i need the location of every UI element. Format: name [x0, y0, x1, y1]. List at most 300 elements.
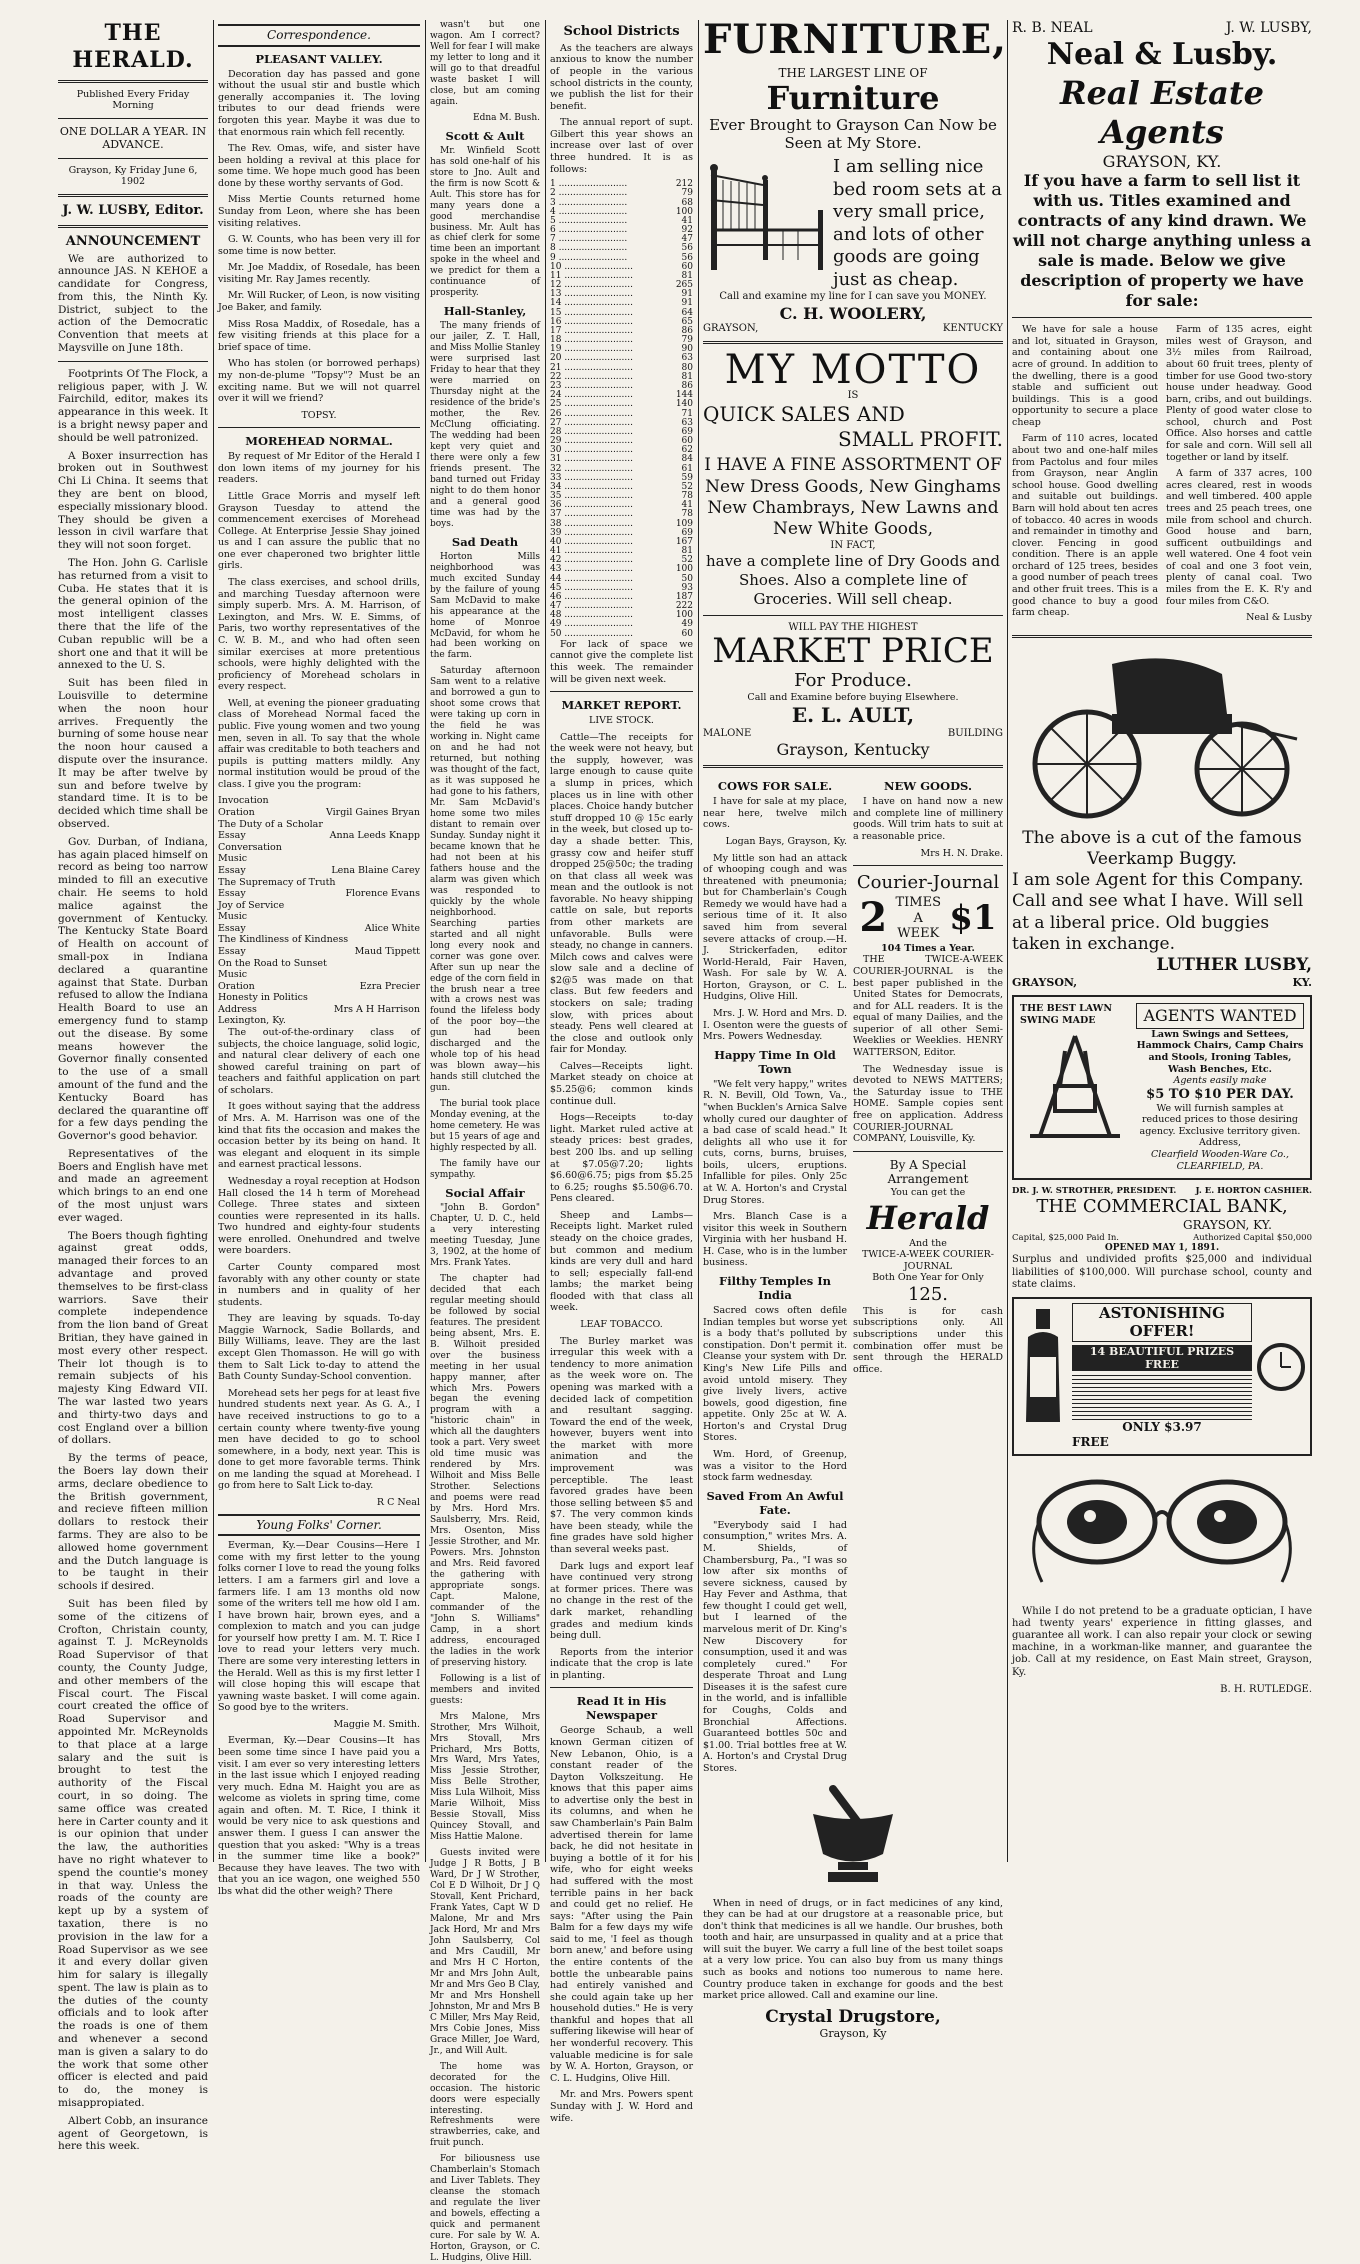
editorial-paragraph: Suit has been filed by some of the citizens of Crofton, Christain county, against T. J. McReynolds Road Supervisor of that county, the County Judge, and other members of the Fiscal court. The Fiscal court created the office of Road Supervisor and appointed Mr. McReynolds to that place at a large salary and the suit is brought to test the authority of the Fiscal court, in so doing. The same office was created here in Carter county and it is our opinion that under the law, the authorities have no right whatever to spend the countie's money in that way. Unless the roads of the county are kept up by a system of taxation, there is no provision in the law for a Road Supervisor as we see it and every dollar given him for salary is illegally spent. The law is plain as to the duties of the county officials and to look after the roads is one of them and whenever a second man is given a salary to do the work that some other officer is elected and paid to do, the money is misappropiated. [58, 1597, 208, 2110]
district-count: 60 [681, 628, 693, 639]
notice-text: Sacred cows often defile Indian temples but worse yet is a body that's polluted by constipation. Don't permit it. Cleanse your system with Dr. King's New Life Pills and avoid untold misery. They give lively livers, active bowels, good digestion, fine appetite. Only 25c at W. A. Horton's and Crystal Drug Stores. [703, 1305, 847, 1444]
ads-left-subcolumn [703, 774, 847, 1779]
article-heading: Sad Death [451, 534, 519, 549]
column-6 [1012, 20, 1312, 1862]
district-count: 86 [681, 325, 693, 336]
district-number: 50 ........................ [550, 628, 633, 639]
district-count: 100 [675, 564, 693, 575]
news-paragraph: Edna M. Bush. [473, 112, 540, 123]
district-count: 78 [681, 491, 693, 502]
news-paragraph: Mr. Winfield Scott has sold one-half of his store to Jno. Ault and the firm is now Scott & Ault. This store has for many years done a good merchandise business. Mr. Ault has as chief clerk for some time been an important spoke in the wheel and we predict for them a continuance of prosperity. [430, 145, 540, 299]
market-building: BUILDING [947, 727, 1003, 739]
subscription-price: ONE DOLLAR A YEAR. IN ADVANCE. [59, 124, 207, 152]
arrangement-heading: By A Special Arrangement [887, 1157, 969, 1187]
market-city: Grayson, Kentucky [776, 739, 930, 759]
program-speaker: Maud Tippett [354, 945, 420, 957]
furniture-heading: FURNITURE, [703, 16, 1008, 63]
program-part: The Kindliness of Kindness [218, 934, 349, 946]
news-paragraph: "John B. Gordon" Chapter, U. D. C., held a very interesting meeting Tuesday, June 3, 1902, at the home of Mrs. Frank Yates. [430, 1203, 540, 1268]
district-number: 3 ........................ [550, 197, 628, 208]
market-paragraph: Sheep and Lambs—Receipts light. Market ruled steady on the choice grades, but common and medium kinds are very dull and hard to sell; especially fall-end lambs; the market being flooded with that class all week. [550, 1209, 693, 1314]
district-count: 81 [681, 270, 693, 281]
notice-text: Mrs. Blanch Case is a visitor this week in Southern Virginia with her husband H. H. Case, who is in the lumber business. [703, 1211, 847, 1269]
program-part: Essay [218, 888, 246, 900]
district-count: 60 [681, 436, 693, 447]
ads-right-subcolumn [853, 774, 1003, 1779]
program-item [218, 819, 420, 831]
news-paragraph: They are leaving by squads. To-day Maggie Warnock, Sadie Bollards, and Billy Williams, leave. They are the last except Glen Thomasson. He will go with them to Salt Lick to-day to attend the Bath County Sunday-School convention. [218, 1313, 420, 1383]
district-number: 7 ........................ [550, 234, 628, 245]
program-part: Music [218, 853, 248, 865]
district-number: 23 ........................ [550, 381, 633, 391]
market-price-heading: MARKET PRICE [712, 630, 994, 671]
program-part: The Duty of a Scholar [218, 818, 323, 830]
column-rule [1007, 20, 1008, 1862]
article-heading: Scott & Ault [445, 128, 525, 143]
district-count: 60 [681, 261, 693, 272]
news-paragraph: Mrs Malone, Mrs Strother, Mrs Wilhoit, Mrs Stovall, Mrs Prichard, Mrs Botts, Mrs Ward, Mrs Yates, Miss Jessie Strother, Miss Belle Strother, Miss Lula Wilhoit, Miss Marie Wilhoit, Miss Bessie Stovall, Miss Quincey Stovall, and Miss Hattie Malone. [430, 1711, 540, 1843]
program-item [218, 946, 420, 958]
column-rule [213, 20, 214, 1862]
market-paragraph: Reports from the interior indicate that the crop is late in planting. [550, 1646, 693, 1681]
district-number: 28 ........................ [550, 426, 633, 437]
offer-free: FREE [1072, 1434, 1109, 1449]
district-number: 41 ........................ [550, 546, 633, 557]
program-part: Lexington, Ky. [218, 1015, 286, 1027]
agents-company: Clearfield Wooden-Ware Co., CLEARFIELD, PA. [1151, 1148, 1289, 1172]
program-part: Essay [218, 945, 246, 957]
market-produce: For Produce. [794, 669, 912, 691]
district-number: 49 ........................ [550, 619, 633, 630]
program-part: Oration [218, 807, 255, 819]
bank-president: DR. J. W. STROTHER, PRESIDENT. [1012, 1186, 1177, 1197]
program-item [218, 958, 420, 970]
lawn-swing-icon [1020, 1031, 1130, 1141]
district-count: 47 [681, 234, 693, 245]
article-heading: Social Affair [445, 1185, 525, 1200]
commencement-program [218, 795, 420, 1027]
school-districts-heading: School Districts [563, 24, 680, 39]
district-count: 68 [681, 197, 693, 208]
district-count: 61 [681, 463, 693, 474]
district-number: 34 ........................ [550, 481, 633, 492]
arrangement-twice: TWICE-A-WEEK COURIER-JOURNAL [861, 1249, 994, 1272]
district-count: 92 [681, 225, 693, 236]
arrangement-herald: Herald [866, 1198, 990, 1237]
young-folks-heading: Young Folks' Corner. [218, 1514, 420, 1537]
news-paragraph: Wednesday a royal reception at Hodson Hall closed the 14 h term of Morehead College. Three states and sixteen counties were represented in its halls. Two hundred and eighty-four students were enrolled. Onehundred and twelve were boarders. [218, 1175, 420, 1257]
district-number: 14 ........................ [550, 298, 633, 309]
program-speaker: Lena Blaine Carey [331, 864, 420, 876]
column-3 [430, 20, 540, 2264]
district-number: 16 ........................ [550, 316, 633, 327]
announcement-heading: ANNOUNCEMENT [65, 233, 201, 249]
district-count: 52 [681, 555, 693, 566]
partner-name: J. W. LUSBY, [1225, 20, 1312, 36]
program-item [218, 934, 420, 946]
bank-name: THE COMMERCIAL BANK, [1036, 1196, 1288, 1218]
signature: Mrs H. N. Drake. [920, 847, 1003, 859]
district-number: 20 ........................ [550, 353, 633, 364]
news-paragraph: The out-of-the-ordinary class of subjects, the choice language, solid logic, and natural clear delivery of each one showed careful training on part of teachers and faithful application on part of scholars. [218, 1027, 420, 1096]
program-speaker: Anna Leeds Knapp [329, 830, 420, 842]
editorial-paragraph: Representatives of the Boers and English have met and made an agreement which brings to an end one of the most unjust wars ever waged. [58, 1147, 208, 1224]
district-number: 44 ........................ [550, 573, 633, 584]
letter-paragraph: Everman, Ky.—Dear Cousins—Here I come with my first letter to the young folks corner I love to read the young folks letters. I am a farmers girl and love a farmers life. I am 13 months old now some of the writers tell me how old I am. I have brown hair, brown eyes, and a complexion to match and you can judge for yourself how pretty I am. M. T. Rice I love to read your letters very much. There are some very interesting letters in the Herald. Well as this is my first letter I will close hoping this will escape that yawning waste basket. I will come again. So good bye to the writers. [218, 1540, 420, 1714]
program-part: Invocation [218, 795, 269, 807]
news-paragraph: Carter County compared most favorably with any other county or state in numbers and in quality of her students. [218, 1262, 420, 1308]
district-number: 29 ........................ [550, 436, 633, 447]
district-number: 10 ........................ [550, 261, 633, 272]
program-part: Conversation [218, 841, 282, 853]
news-paragraph: The burial took place Monday evening, at the home cemetery. He was but 15 years of age and highly respected by all. [430, 1099, 540, 1154]
dateline: Grayson, Ky Friday June 6, 1902 [68, 164, 198, 188]
news-paragraph: Decoration day has passed and gone without the usual stir and bustle which generally accompanies it. The loving tributes to our dead friends were forgoten this year. Maybe it was due to that enormous rain which fell recently. [218, 68, 420, 138]
district-number: 4 ........................ [550, 206, 628, 217]
editorial-paragraph: The Hon. John G. Carlisle has returned from a visit to Cuba. He states that it is the general opinion of the most intelligent classes there that the life of the Cuban republic will be a short one and that it will be annexed to the U. S. [58, 557, 208, 672]
district-count: 187 [675, 591, 693, 602]
market-call: Call and Examine before buying Elsewhere. [747, 691, 959, 703]
program-item [218, 877, 420, 889]
article-heading: Filthy Temples In India [719, 1274, 831, 1303]
district-number: 46 ........................ [550, 591, 633, 602]
notice-text: "Everybody said I had consumption," writes Mrs. A. M. Shields, of Chambersburg, Pa., "I was so low after six months of severe sickness, caused by Hay Fever and Asthma, that few thought I could get well, but I learned of the marvelous merit of Dr. King's New Discovery for consumption, used it and was completely cured." For desperate Throat and Lung Diseases it is the safest cure in the world, and is infallible for Coughs, Colds and Bronchial Affections. Guaranteed bottles 50c and $1.00. Trial bottles free at W. A. Horton's and Crystal Drug Stores. [703, 1519, 847, 1774]
agents-body: We will furnish samples at reduced prices to those desiring agency. Exclusive territory given. Address, [1139, 1102, 1301, 1149]
article-heading: Saved From An Awful Fate. [706, 1488, 844, 1517]
news-paragraph: By request of Mr Editor of the Herald I don lown items of my journey for his readers. [218, 451, 420, 486]
pleasant-valley-heading: PLEASANT VALLEY. [255, 51, 383, 66]
column-1 [58, 20, 208, 2153]
news-paragraph: The family have our sympathy. [430, 1159, 540, 1181]
district-count: 212 [675, 179, 693, 190]
market-subheading: LEAF TOBACCO. [580, 1319, 663, 1331]
district-number: 33 ........................ [550, 472, 633, 483]
market-paragraph: The Burley market was irregular this week with a tendency to more animation as the week wore on. The opening was marked with a decided lack of competition and resultant sagging. Toward the end of the week, however, buyers went into the market with more animation and the improvement was perceptible. The least favored grades have been those selling between $5 and $7. The very common kinds have been steady, while the fine grades have sold higher than several weeks past. [550, 1335, 693, 1556]
bed-illustration-icon [703, 160, 833, 280]
notice-text: Mrs. J. W. Hord and Mrs. D. I. Osenton were the guests of Mrs. Powers Wednesday. [703, 1008, 847, 1043]
column-4 [550, 20, 693, 2124]
district-number: 32 ........................ [550, 463, 633, 474]
district-number: 47 ........................ [550, 601, 633, 612]
program-part: Music [218, 911, 248, 923]
district-number: 37 ........................ [550, 509, 633, 520]
school-districts-table [550, 180, 693, 639]
courier-price: $1 [949, 897, 997, 938]
district-count: 90 [681, 344, 693, 355]
district-count: 69 [681, 426, 693, 437]
district-number: 5 ........................ [550, 215, 628, 226]
news-paragraph: Horton Mills neighborhood was much excited Sunday by the failure of young Sam McDavid to make his appearance at the home of Monroe McDavid, for whom he had been working on the farm. [430, 551, 540, 661]
district-count: 86 [681, 381, 693, 391]
notice-text: "We felt very happy," writes R. N. Bevill, Old Town, Va., "when Bucklen's Arnica Salve wholly cured our daughter of a bad case of scald head." It delights all who use it for cuts, corns, burns, bruises, boils, ulcers, eruptions. Infallible for piles. Only 25c at W. A. Horton's and Crystal Drug Stores. [703, 1078, 847, 1206]
program-item [218, 1015, 420, 1027]
district-count: 81 [681, 546, 693, 557]
news-paragraph: Mr. Joe Maddix, of Rosedale, has been visiting Mr. Ray James recently. [218, 262, 420, 285]
district-count: 62 [681, 445, 693, 456]
bottle-icon [1018, 1307, 1068, 1427]
district-count: 100 [675, 206, 693, 217]
agents-list: Lawn Swings and Settees, Hammock Chairs, Camp Chairs and Stools, Ironing Tables, Wash Benches, Etc. [1136, 1028, 1304, 1075]
news-paragraph: It goes without saying that the address of Mrs. A. M. Harrison was one of the kind that fits the occasion and makes the occasion better by its being on hand. It was elegant and eloquent in its simple and earnest practical lessons. [218, 1101, 420, 1171]
announcement-text: We are authorized to announce JAS. N KEHOE a candidate for Congress, from this, the Ninth Ky. District, subject to the action of the Democratic Convention that meets at Maysville on June 18th. [58, 252, 208, 355]
program-speaker: Ezra Precier [359, 980, 420, 992]
district-count: 93 [681, 582, 693, 593]
bank-cashier: J. E. HORTON CASHIER. [1195, 1186, 1312, 1197]
program-part: Essay [218, 922, 246, 934]
district-count: 109 [675, 518, 693, 529]
district-count: 167 [675, 536, 693, 547]
mortar-pestle-icon [793, 1784, 913, 1894]
arrangement-and: And the [909, 1237, 947, 1249]
published-line: Published Every Friday Morning [76, 88, 190, 112]
arrangement-both: Both One Year for Only [872, 1272, 984, 1284]
news-paragraph: For biliousness use Chamberlain's Stomach and Liver Tablets. They cleanse the stomach and regulate the liver and bowels, effecting a quick and permanent cure. For sale by W. A. Horton, Grayson, or C. L. Hudgins, Olive Hill. [430, 2154, 540, 2264]
program-speaker: Virgil Gaines Bryan [325, 807, 420, 819]
district-number: 9 ........................ [550, 252, 628, 263]
column-rule [545, 20, 546, 1862]
program-part: Joy of Service [218, 899, 285, 911]
program-speaker: Alice White [364, 922, 420, 934]
offer-price: ONLY $3.97 [1122, 1420, 1202, 1435]
article-heading: Happy Time In Old Town [714, 1047, 836, 1076]
cows-heading: COWS FOR SALE. [717, 779, 833, 794]
bank-capital: Capital, $25,000 Paid In. [1012, 1233, 1119, 1244]
district-count: 91 [681, 298, 693, 309]
district-count: 140 [675, 399, 693, 410]
partner-name: R. B. NEAL [1012, 20, 1093, 36]
notice-text: The Wednesday issue is devoted to NEWS MATTERS; the Saturday issue to THE HOME. Sample copies sent free on application. Address COURIER-JOURNAL COMPANY, Louisville, Ky. [853, 1063, 1003, 1145]
market-paragraph: Cattle—The receipts for the week were not heavy, but the supply, however, was large enough to cause quite a slump in prices, which places us in line with other places. Choice handy butcher stuff dropped 10 @ 15c early in the week, but closed up to-day a shade better. This, grassy cow and heifer stuff dropped 25@50c; the trading on that class all week was mean and the outlook is not favorable. No heavy shipping cattle on sale, but reports from other markets are unfavorable. Bulls were steady, no change in canners. Milch cows and calves were slow sale and a decline of $2@5 was made on that class. But few feeders and stockers on sale; trading slow, with prices about steady. Pens well cleared at the close and outlook only fair for Monday. [550, 731, 693, 1056]
furniture-big: Furniture [766, 78, 940, 117]
district-number: 19 ........................ [550, 344, 633, 355]
program-part: Essay [218, 864, 246, 876]
district-number: 18 ........................ [550, 335, 633, 346]
signature: Maggie M. Smith. [333, 1718, 420, 1730]
courier-times: TIMES A WEEK [895, 894, 941, 942]
news-paragraph: Morehead sets her pegs for at least five hundred students next year. As G. A., I have received instructions to go to a certain county where twenty-five young men have decided to go to school somewhere, in a body, next year. This is done to get more favorable terms. Think on me landing the squad at Morehead. I go from here to Salt Lick to-day. [218, 1387, 420, 1492]
program-item [218, 992, 420, 1004]
spectacles-icon [1022, 1462, 1302, 1602]
program-item [218, 865, 420, 877]
district-number: 1 ........................ [550, 179, 628, 190]
district-count: 41 [681, 500, 693, 511]
district-number: 12 ........................ [550, 280, 633, 291]
district-count: 80 [681, 362, 693, 373]
notice-text: This is for cash subscriptions only. All subscriptions under this combination offer must be sent through the HERALD office. [853, 1305, 1003, 1375]
program-part: On the Road to Sunset [218, 957, 327, 969]
program-item [218, 969, 420, 981]
notice-text: I have for sale at my place, near here, twelve milch cows. [703, 796, 847, 831]
news-paragraph: George Schaub, a well known German citizen of New Lebanon, Ohio, is a constant reader of the Dayton Volkszeitung. He knows that this paper aims to advertise only the best in its columns, and when he saw Chamberlain's Pain Balm advertised therein for lame back, he did not hesitate in buying a bottle of it for his wife, who for eight weeks had suffered with the most terrible pains in her back and could get no relief. He says: "After using the Pain Balm for a few days my wife said to me, 'I feel as though born anew,' and before using the entire contents of the bottle the unbearable pains had entirely vanished and she could again take up her household duties." He is very thankful and hopes that all suffering likewise will hear of her wonderful recovery. This valuable medicine is for sale by W. A. Horton, Grayson, or C. L. Hudgins, Olive Hill. [550, 1725, 693, 2084]
program-item [218, 795, 420, 807]
editorial-paragraph: Footprints Of The Flock, a religious paper, with J. W. Fairchild, editor, makes its appearance in this week. It is a bright newsy paper and should be well patronized. [58, 367, 208, 444]
furniture-merchant: C. H. WOOLERY, [779, 303, 927, 323]
district-number: 48 ........................ [550, 610, 633, 621]
market-malone: MALONE [703, 727, 752, 739]
notice-text: THE TWICE-A-WEEK COURIER-JOURNAL is the best paper published in the United States for Democrats, and for ALL readers. It is the equal of many Dailies, and the superior of all other Semi-Weeklies or Weeklies. HENRY WATTERSON, Editor. [853, 954, 1003, 1059]
editor-line: J. W. LUSBY, Editor. [62, 202, 204, 218]
buggy-caption: The above is a cut of the famous Veerkamp Buggy. [1022, 827, 1302, 869]
news-paragraph: The home was decorated for the occasion. The historic doors were especially interesting. Refreshments were strawberries, cake, and fruit punch. [430, 2061, 540, 2149]
editorial-paragraph: Suit has been filed in Louisville to determine when the noon hour arrives. Frequently the burning of some house near the noon hour caused a dispute over the insurance. It may be after twelve by sun and before twelve by standard time. It is to be decided which time shall be observed. [58, 677, 208, 830]
news-paragraph: Miss Mertie Counts returned home Sunday from Leon, where she has been visiting relatives. [218, 194, 420, 229]
program-part: Oration [218, 980, 255, 992]
program-item [218, 981, 420, 993]
district-number: 43 ........................ [550, 564, 633, 575]
letter-paragraph: Everman, Ky.—Dear Cousins—It has been some time since I have paid you a visit. I am ever so very interesting letters in the last issue which I enjoyed reading very much. Edna M. Haight you are as welcome as violets in spring time, come again and often. M. T. Rice, I think it would be very nice to ask questions and answer them. I guess I can answer the question that you asked: "Why is a treas in the summer time like a book?" Because they have leaves. The two with that you an ice wagon, one weighed 550 lbs what did the other weigh? There [218, 1735, 420, 1897]
article-heading: Read It in His Newspaper [576, 1694, 667, 1723]
motto-heading: MY MOTTO [724, 347, 982, 394]
district-count: 81 [681, 371, 693, 382]
district-count: 63 [681, 417, 693, 428]
district-count: 79 [681, 335, 693, 346]
district-number: 45 ........................ [550, 582, 633, 593]
column-rule [698, 20, 699, 1862]
real-estate-heading: Real Estate Agents [1059, 73, 1265, 151]
district-count: 100 [675, 610, 693, 621]
drugstore-name: Crystal Drugstore, [765, 2006, 941, 2027]
property-listing: Farm of 135 acres, eight miles west of Grayson, and 3½ miles from Railroad, about 60 fruit trees, plenty of timber for use Good two-story house under headway. Good barn, cribs, and out buildings. Plenty of good water close to school, church and Post Office. Also horses and cattle for sale and corn. Will sell all together or land by itself. [1166, 324, 1312, 463]
bank-city: GRAYSON, KY. [1183, 1218, 1272, 1233]
news-paragraph: Mr. Will Rucker, of Leon, is now visiting Joe Baker, and family. [218, 290, 420, 314]
program-speaker: Florence Evans [345, 888, 420, 900]
motto-infact: IN FACT, [830, 540, 876, 552]
notice-text: Wm. Hord, of Greenup, was a visitor to the Hord stock farm wednesday. [703, 1449, 847, 1484]
program-item [218, 807, 420, 819]
news-paragraph: Following is a list of members and invited guests: [430, 1673, 540, 1706]
program-part: Honesty in Politics [218, 992, 308, 1004]
district-count: 52 [681, 481, 693, 492]
market-paragraph: Calves—Receipts light. Market steady on choice at $5.25@6; common kinds continue dull. [550, 1060, 693, 1107]
district-number: 40 ........................ [550, 536, 633, 547]
offer-heading: ASTONISHING OFFER! [1072, 1303, 1252, 1342]
clock-icon [1256, 1307, 1306, 1427]
market-subheading: LIVE STOCK. [589, 715, 654, 727]
masthead: THE HERALD. [72, 20, 194, 73]
program-item [218, 830, 420, 842]
firm-pitch: If you have a farm to sell list it with us. Titles examined and contracts of any kind drawn. We will not charge anything unless a sale is made. Below we give description of property we have for sale: [1012, 171, 1312, 311]
editorial-paragraph: Albert Cobb, an insurance agent of Georgetown, is here this week. [58, 2114, 208, 2153]
program-part: Address [218, 1003, 257, 1015]
program-item [218, 900, 420, 912]
news-paragraph: Miss Rosa Maddix, of Rosedale, has a few visiting friends at this place for a brief space of time. [218, 318, 420, 353]
firm-name: Neal & Lusby. [1046, 37, 1278, 73]
editorial-paragraph: The Boers though fighting against great odds, managed their forces to an advantage and proved themselves to be first-class warriors. Save their complete independence from the lion band of Great Britian, they have gained in most every other respect. Their lot though is to remain subjects of his majesty King Edward VII. The war lasted two years and thirty-two days and cost England over a billion of dollars. [58, 1229, 208, 1447]
furniture-state: KENTUCKY [942, 323, 1003, 335]
courier-journal-name: Courier-Journal [856, 872, 1000, 894]
table-row [550, 630, 693, 639]
program-item [218, 842, 420, 854]
news-paragraph: The chapter had decided that each regular meeting should be followed by social features. The president being absent, Mrs. E. B. Wilhoit presided over the business meeting in her usual happy manner, after which Mrs. Powers began the evening program with a "historic chain" in which all the daughters took a part. Very sweet old time music was rendered by Mrs. Wilhoit and Miss Belle Strother. Selections and poems were read by Mrs. Hord Mrs. Saulsberry, Mrs. Reid, Mrs. Osenton, Miss Jessie Strother, and Mr. Powers. Mrs. Johnston and Mrs. Reid favored the gathering with appropriate songs. Capt. Malone, commander of the "John S. Williams" Camp, in a short address, encouraged the ladies in the work of preserving history. [430, 1273, 540, 1668]
district-number: 39 ........................ [550, 527, 633, 538]
editorial-paragraph: By the terms of peace, the Boers lay down their arms, declare obedience to the British government, and recieve fifteen million dollars to restock their farms. They are also to be allowed home government and the Dutch language is to be taught in their schools if desired. [58, 1452, 208, 1593]
offer-fineprint [1072, 1374, 1252, 1420]
district-count: 79 [681, 188, 693, 199]
district-number: 25 ........................ [550, 399, 633, 410]
buggy-city: GRAYSON, [1012, 975, 1078, 989]
news-paragraph: The Rev. Omas, wife, and sister have been holding a revival at this place for some time. We hope much good has been done by these worthy servants of God. [218, 143, 420, 189]
furniture-selling: I am selling nice bed room sets at a very small price, and lots of other goods are going just as cheap. [833, 156, 1002, 290]
column-rule [425, 20, 426, 1862]
news-paragraph: The class exercises, and school drills, and marching Tuesday afternoon were simply superb. Mrs. A. M. Harrison, of Lexington, and Mrs. W. E. Simms, of Paris, two worthy representatives of the C. W. B. M., and who had often seen similar exercises at more pretentious schools, were highly delighted with the proficiency of Morehead scholars in every respect. [218, 577, 420, 693]
district-number: 24 ........................ [550, 390, 633, 401]
signature: B. H. RUTLEDGE. [1220, 1683, 1312, 1695]
drugstore-city: Grayson, Ky [819, 2027, 887, 2041]
district-count: 222 [675, 601, 693, 612]
editorial-paragraph: A Boxer insurrection has broken out in Southwest Chi Li China. It seems that they are bent on blood, especially missionary blood. They should be given a lesson in civil warfare that they will not soon forget. [58, 449, 208, 552]
bank-opened: OPENED MAY 1, 1891. [1104, 1243, 1220, 1254]
morehead-normal-heading: MOREHEAD NORMAL. [245, 434, 393, 449]
news-paragraph: Mr. and Mrs. Powers spent Sunday with J. W. Hord and wife. [550, 2089, 693, 2124]
agents-week: Agents easily make [1173, 1075, 1267, 1087]
district-count: 63 [681, 353, 693, 364]
motto-line: SMALL PROFIT. [838, 426, 1003, 451]
district-count: 69 [681, 527, 693, 538]
district-number: 31 ........................ [550, 454, 633, 465]
buggy-illustration-icon [1022, 644, 1302, 824]
agents-money: $5 TO $10 PER DAY. [1146, 1086, 1294, 1102]
program-item [218, 853, 420, 865]
news-paragraph: Little Grace Morris and myself left Grayson Tuesday to attend the commencement exercises of Morehead College. At Enterprise Jessie Shay joined us and I can assure the public that no one ever chaperoned two brighter little girls. [218, 491, 420, 572]
program-part: The Supremacy of Truth [218, 876, 336, 888]
arrangement-can: You can get the [890, 1186, 966, 1198]
district-number: 42 ........................ [550, 555, 633, 566]
property-listing: Farm of 110 acres, located about two and one-half miles from Pactolus and four miles from Grayson, near Anglin school house. Good dwelling and suitable out buildings. Barn will hold about ten acres of tobacco. 40 acres in woods and remainder in timothy and clover. Fencing in good condition. There is an apple orchard of 125 trees, besides a good number of peach trees and other fruit trees. This is a good chance to buy a good farm cheap. [1012, 433, 1158, 619]
news-paragraph: The many friends of our jailer, Z. T. Hall, and Miss Mollie Stanley were surprised last Friday to hear that they were married on Thursday night at the residence of the bride's mother, the Rev. McClung officiating. The wedding had been kept very quiet and there were only a few friends present. The band turned out Friday night to do them honor and a general good time was had by the boys. [430, 321, 540, 529]
news-paragraph: G. W. Counts, who has been very ill for some time is now better. [218, 234, 420, 257]
furniture-city: GRAYSON, [703, 323, 759, 335]
market-pay: WILL PAY THE HIGHEST [788, 621, 918, 633]
district-number: 6 ........................ [550, 225, 628, 236]
district-number: 21 ........................ [550, 362, 633, 373]
motto-body: I HAVE A FINE ASSORTMENT OF New Dress Goods, New Ginghams New Chambrays, New Lawns and New White Goods, [704, 455, 1002, 540]
signature: Logan Bays, Grayson, Ky. [725, 835, 847, 847]
news-paragraph: Guests invited were Judge J R Botts, J B Ward, Dr J W Strother, Col E D Wilhoit, Dr J Q Stovall, Kent Prichard, Frank Yates, Capt W D Malone, Mr and Mrs Jack Hord, Mr and Mrs John Saulsberry, Col and Mrs Caudill, Mr and Mrs H C Horton, Mr and Mrs John Ault, Mr and Mrs Geo B Clay, Mr and Mrs Honshell Johnston, Mr and Mrs B C Miller, Mrs May Reid, Mrs Cobie Jones, Miss Grace Miller, Joe Ward, Jr., and Will Ault. [430, 1848, 540, 2056]
article-heading: Hall-Stanley, [443, 304, 527, 319]
district-count: 64 [681, 307, 693, 318]
motto-line: QUICK SALES AND [703, 402, 905, 427]
program-item [218, 911, 420, 923]
buggy-agent: LUTHER LUSBY, [1156, 955, 1312, 976]
market-paragraph: Dark lugs and export leaf have continued very strong at former prices. There was no change in the rest of the dark market, rehandling grades and medium kinds being dull. [550, 1560, 693, 1642]
market-paragraph: Hogs—Receipts to-day light. Market ruled active at steady prices: best grades, best 200 lbs. and up selling at $7.05@7.20; lights $6.60@6.75; pigs from $5.25 to 6.25; roughs $5.50@6.70. Pens cleared. [550, 1112, 693, 1205]
column-5 [703, 16, 1008, 2041]
district-number: 36 ........................ [550, 500, 633, 511]
column-2 [218, 20, 420, 1897]
notice-text: My little son had an attack of whooping cough and was threatened with pneumonia; but for Chamberlain's Cough Remedy we would have had a serious time of it. It also saved him from several severe attacks of croup.—H. J. Strickerfaden, editor World-Herald, Fair Haven, Wash. For sale by W. A. Horton, Grayson, or C. L. Hudgins, Olive Hill. [703, 852, 847, 1003]
market-merchant: E. L. AULT, [791, 703, 915, 728]
furniture-call: Call and examine my line for I can save you MONEY. [719, 291, 987, 303]
news-paragraph: Saturday afternoon Sam went to a relative and borrowed a gun to shoot some crows that were taking up corn in the field he was working in. Night came on and he had not returned, but nothing was thought of the fact, as it was supposed he had gone to his fathers, Mr. Sam McDavid's home some two miles distant to remain over Sunday. Sunday night it became known that he had not been at his fathers house and the alarm was given which was responded to quickly by the whole neighborhood. Searching parties started and all night long every nook and corner was gone over. After sun up near the edge of the corn field in the brush near a tree with a crows nest was found the lifeless body of the poor boy—the gun had been discharged and the whole top of his head was blown away—his hands still clutched the gun. [430, 666, 540, 1094]
district-number: 38 ........................ [550, 518, 633, 529]
news-paragraph: Well, at evening the pioneer graduating class of Morehead Normal faced the public. Five young women and two young men, seven in all. To say that the whole affair was creditable to both teachers and pupils is putting matters mildly. Any normal institution would be proud of the class. I give you the program: [218, 697, 420, 790]
bank-authorized: Authorized Capital $50,000 [1193, 1233, 1312, 1244]
district-count: 49 [681, 619, 693, 630]
district-number: 13 ........................ [550, 289, 633, 300]
news-paragraph: As the teachers are always anxious to know the number of people in the various school districts in the county, we publish the list for their benefit. [550, 42, 693, 112]
district-number: 35 ........................ [550, 491, 633, 502]
notice-text: I have on hand now a new and complete line of millinery goods. Will trim hats to suit at a reasonable price. [853, 796, 1003, 842]
district-number: 27 ........................ [550, 417, 633, 428]
drugstore-text: When in need of drugs, or in fact medicines of any kind, they can be had at our drugstore at a reasonable price, but don't think that medicines is all we handle. Our brushes, both tooth and hair, are unsurpassed in quality and at a price that will suit the buyer. We carry a full line of the best toilet soaps at a very low price. You can also buy from us many things such as books and notions too numerous to name here. Country produce taken in exchange for goods and the best market price allowed. Call and examine our line. [703, 1897, 1003, 2002]
district-count: 65 [681, 316, 693, 327]
district-count: 41 [681, 215, 693, 226]
program-speaker: Mrs A H Harrison [333, 1003, 420, 1015]
editorial-paragraph: Gov. Durban, of Indiana, has again placed himself on record as being too narrow minded to fill an executive chair. He seems to hold malice against the government of Kentucky. The Kentucky State Board of Health on account of small-pox in Indiana declared a quarantine against that State. Durban refused to allow the Indiana Health Board to use an emergency fund to stamp out the disease. By some means however the Governor finally consented to the use of a small amount of the fund and the Kentucky Board has declared the quarantine off for a few days pending the Governor's good behavior. [58, 835, 208, 1143]
district-number: 26 ........................ [550, 408, 633, 419]
arrangement-price: 125. [907, 1283, 949, 1305]
correspondence-heading: Correspondence. [218, 24, 420, 47]
